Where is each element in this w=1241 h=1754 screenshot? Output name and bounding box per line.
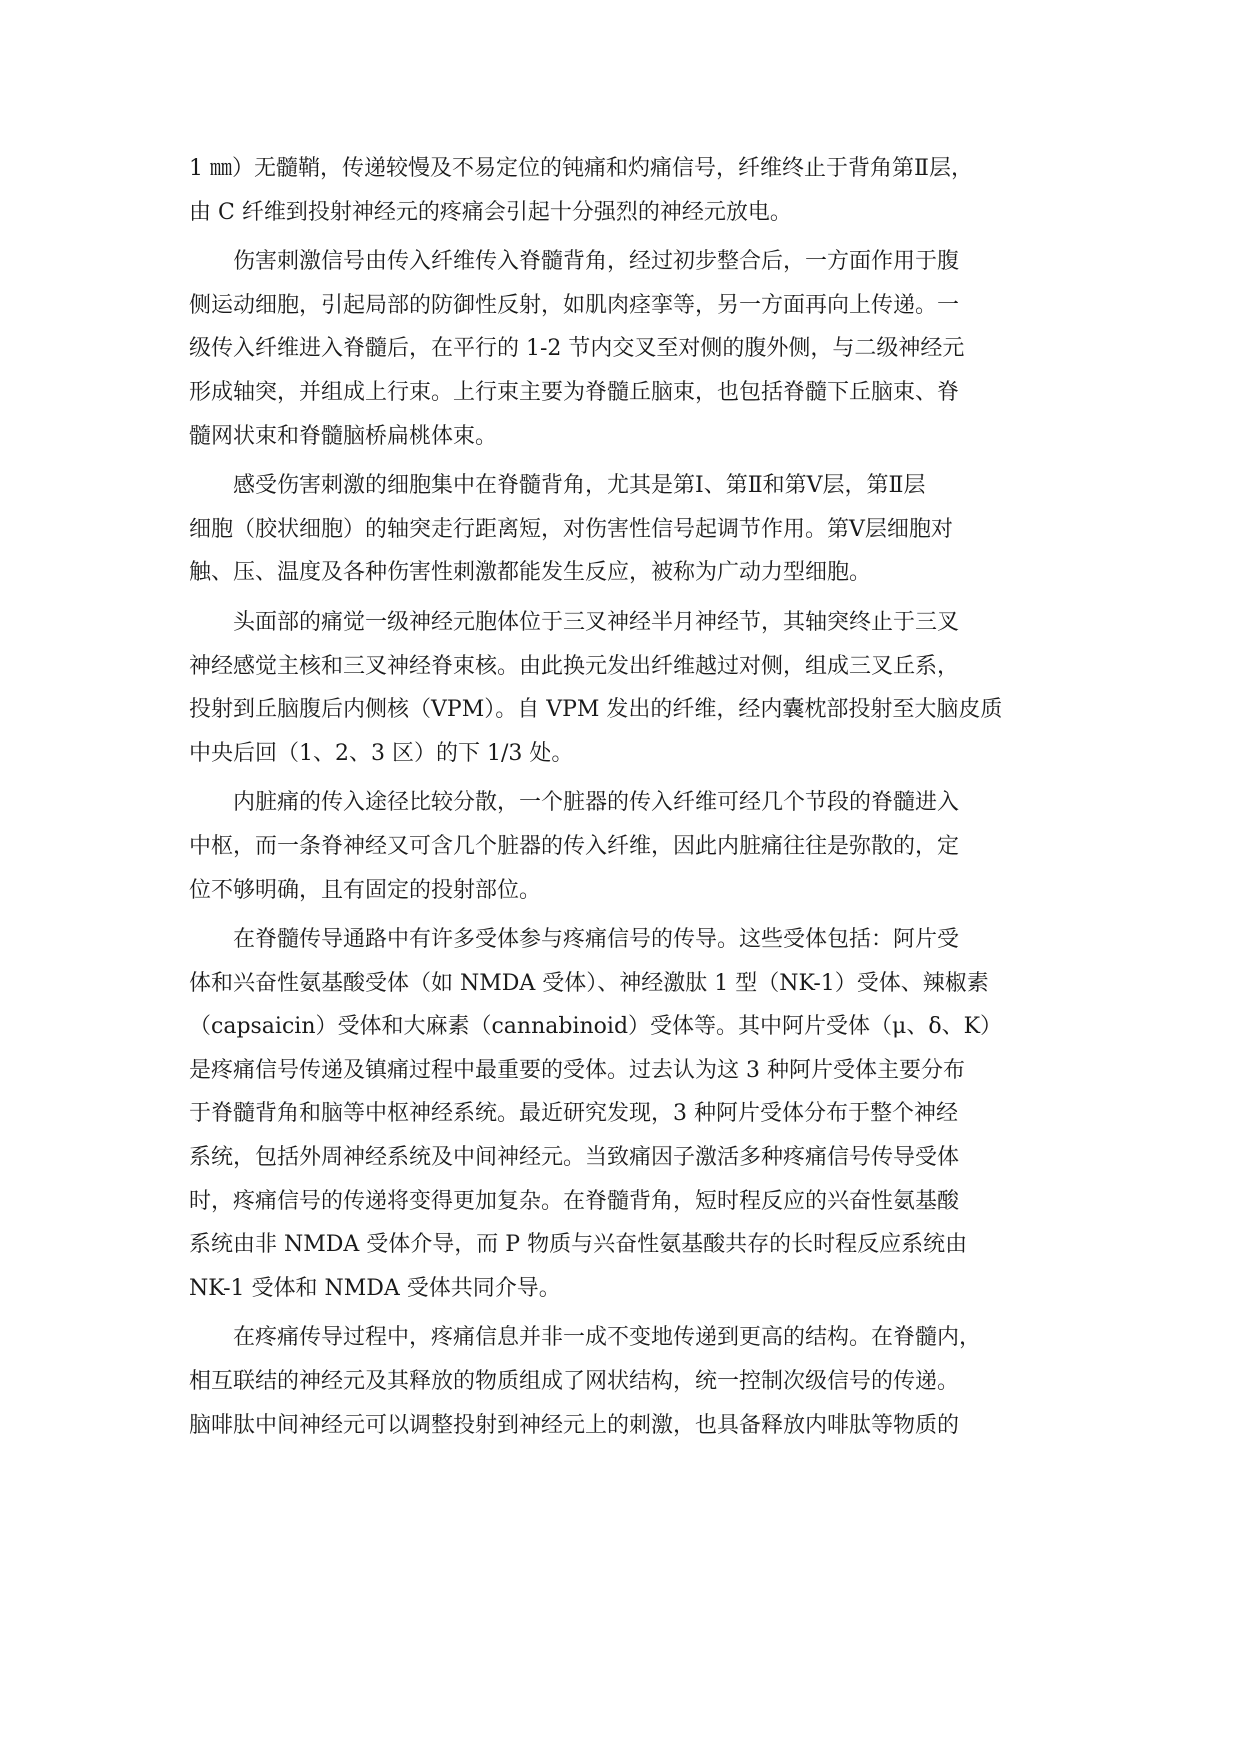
text-line: 头面部的痛觉一级神经元胞体位于三叉神经半月神经节，其轴突终止于三叉	[233, 609, 960, 635]
text-line: 在脊髓传导通路中有许多受体参与疼痛信号的传导。这些受体包括：阿片受	[233, 927, 960, 953]
text-line: 级传入纤维进入脊髓后，在平行的 1-2 节内交叉至对侧的腹外侧，与二级神经元	[189, 336, 965, 362]
text-line: 由 C 纤维到投射神经元的疼痛会引起十分强烈的神经元放电。	[189, 199, 792, 225]
paragraph-2	[189, 240, 1089, 458]
paragraph-7	[189, 1316, 1089, 1447]
text-line: 伤害刺激信号由传入纤维传入脊髓背角，经过初步整合后，一方面作用于腹	[233, 249, 960, 275]
text-line: 系统，包括外周神经系统及中间神经元。当致痛因子激活多种疼痛信号传导受体	[189, 1145, 960, 1171]
text-line: 是疼痛信号传递及镇痛过程中最重要的受体。过去认为这 3 种阿片受体主要分布	[189, 1057, 965, 1083]
text-line: （capsaicin）受体和大麻素（cannabinoid）受体等。其中阿片受体（μ、δ、K）	[189, 1014, 1003, 1040]
document-body	[189, 147, 1089, 1447]
text-line: 相互联结的神经元及其释放的物质组成了网状结构，统一控制次级信号的传递。	[189, 1369, 960, 1395]
text-line: 髓网状束和脊髓脑桥扁桃体束。	[189, 423, 498, 449]
text-line: 系统由非 NMDA 受体介导，而 P 物质与兴奋性氨基酸共存的长时程反应系统由	[189, 1232, 968, 1258]
text-line: 位不够明确，且有固定的投射部位。	[189, 877, 542, 903]
text-line: 侧运动细胞，引起局部的防御性反射，如肌肉痉挛等，另一方面再向上传递。一	[189, 292, 960, 318]
text-line: 细胞（胶状细胞）的轴突走行距离短，对伤害性信号起调节作用。第Ⅴ层细胞对	[189, 516, 953, 542]
text-line: 神经感觉主核和三叉神经脊束核。由此换元发出纤维越过对侧，组成三叉丘系，	[189, 653, 960, 679]
text-line: 体和兴奋性氨基酸受体（如 NMDA 受体）、神经激肽 1 型（NK-1）受体、辣椒素	[189, 970, 989, 996]
paragraph-4	[189, 601, 1089, 775]
text-line: NK-1 受体和 NMDA 受体共同介导。	[189, 1275, 561, 1301]
text-line: 脑啡肽中间神经元可以调整投射到神经元上的刺激，也具备释放内啡肽等物质的	[189, 1412, 960, 1438]
text-line: 感受伤害刺激的细胞集中在脊髓背角，尤其是第Ⅰ、第Ⅱ和第Ⅴ层，第Ⅱ层	[233, 473, 926, 499]
text-line: 1 ㎜）无髓鞘，传递较慢及不易定位的钝痛和灼痛信号，纤维终止于背角第Ⅱ层，	[189, 156, 973, 181]
text-line: 中枢，而一条脊神经又可含几个脏器的传入纤维，因此内脏痛往往是弥散的，定	[189, 833, 960, 859]
paragraph-5	[189, 781, 1089, 912]
text-line: 内脏痛的传入途径比较分散，一个脏器的传入纤维可经几个节段的脊髓进入	[233, 790, 960, 816]
paragraph-6	[189, 918, 1089, 1310]
paragraph-1	[189, 147, 1089, 234]
text-line: 在疼痛传导过程中，疼痛信息并非一成不变地传递到更高的结构。在脊髓内，	[233, 1325, 982, 1351]
text-line: 于脊髓背角和脑等中枢神经系统。最近研究发现，3 种阿片受体分布于整个神经	[189, 1101, 958, 1127]
text-line: 投射到丘脑腹后内侧核（VPM）。自 VPM 发出的纤维，经内囊枕部投射至大脑皮质	[189, 697, 1003, 723]
text-line: 形成轴突，并组成上行束。上行束主要为脊髓丘脑束，也包括脊髓下丘脑束、脊	[189, 379, 960, 405]
text-line: 时，疼痛信号的传递将变得更加复杂。在脊髓背角，短时程反应的兴奋性氨基酸	[189, 1188, 960, 1214]
text-line: 中央后回（1、2、3 区）的下 1/3 处。	[189, 740, 574, 766]
text-line: 触、压、温度及各种伤害性刺激都能发生反应，被称为广动力型细胞。	[189, 560, 872, 586]
paragraph-3	[189, 464, 1089, 595]
